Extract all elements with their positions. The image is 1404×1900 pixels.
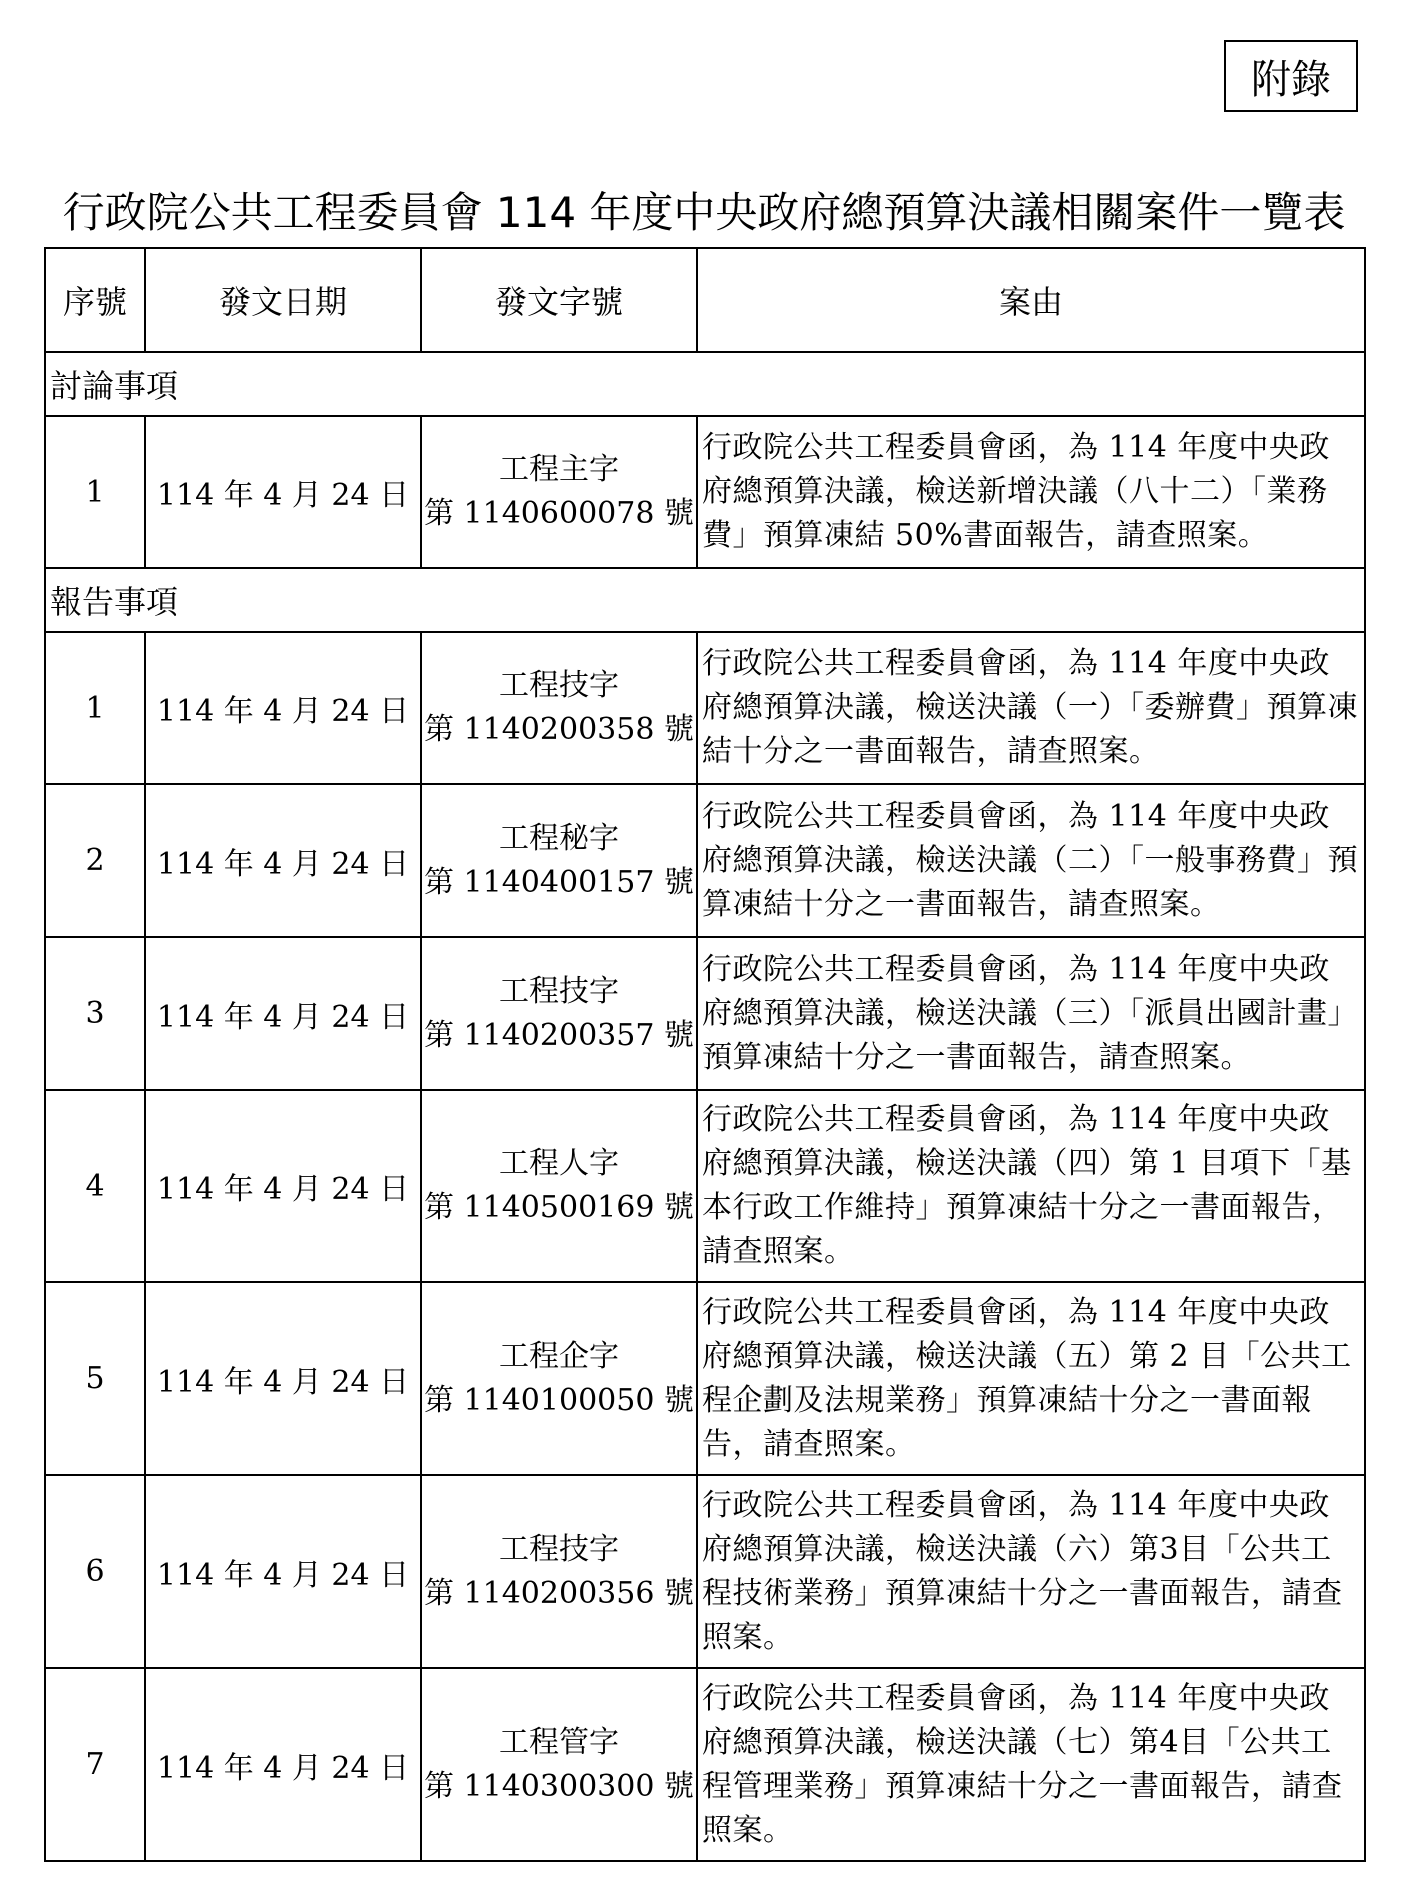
ref-number: 第 1140500169 號 [424, 1190, 694, 1225]
row-no: 3 [45, 937, 145, 1090]
ref-number: 第 1140600078 號 [424, 496, 694, 531]
ref-number: 第 1140400157 號 [424, 864, 694, 900]
row-ref [421, 1668, 697, 1861]
ref-number: 第 1140300300 號 [424, 1768, 694, 1804]
row-ref [421, 784, 697, 937]
row-date: 114 年 4 月 24 日 [145, 1090, 421, 1282]
row-ref [421, 1475, 697, 1668]
section-row-discussion [45, 352, 1365, 416]
row-subject: 行政院公共工程委員會函，為 114 年度中央政府總預算決議，檢送決議（七）第4目「公共工程管理業務」預算凍結十分之一書面報告，請查照案。 [697, 1668, 1365, 1861]
section-label: 報告事項 [45, 568, 1365, 632]
row-ref [421, 937, 697, 1090]
page-title: 行政院公共工程委員會 114 年度中央政府總預算決議相關案件一覽表 [62, 188, 1346, 237]
row-subject: 行政院公共工程委員會函，為 114 年度中央政府總預算決議，檢送決議（五）第 2 目「公共工程企劃及法規業務」預算凍結十分之一書面報告，請查照案。 [697, 1282, 1365, 1475]
row-ref [421, 416, 697, 568]
row-no: 1 [45, 632, 145, 784]
row-ref [421, 1090, 697, 1282]
row-subject: 行政院公共工程委員會函，為 114 年度中央政府總預算決議，檢送決議（二）「一般事務費」預算凍結十分之一書面報告，請查照案。 [697, 784, 1365, 937]
row-date: 114 年 4 月 24 日 [145, 1282, 421, 1475]
row-ref [421, 632, 697, 784]
table-row [45, 1668, 1365, 1861]
ref-number: 第 1140200358 號 [424, 712, 694, 747]
header-ref: 發文字號 [421, 248, 697, 352]
ref-prefix: 工程人字 [499, 1146, 619, 1181]
row-ref [421, 1282, 697, 1475]
ref-prefix: 工程企字 [499, 1338, 619, 1374]
row-date: 114 年 4 月 24 日 [145, 632, 421, 784]
row-date: 114 年 4 月 24 日 [145, 784, 421, 937]
row-no: 5 [45, 1282, 145, 1475]
row-no: 4 [45, 1090, 145, 1282]
row-subject: 行政院公共工程委員會函，為 114 年度中央政府總預算決議，檢送決議（六）第3目「公共工程技術業務」預算凍結十分之一書面報告，請查照案。 [697, 1475, 1365, 1668]
table-row [45, 416, 1365, 568]
row-date: 114 年 4 月 24 日 [145, 937, 421, 1090]
ref-number: 第 1140100050 號 [424, 1382, 694, 1418]
ref-prefix: 工程秘字 [499, 820, 619, 856]
ref-number: 第 1140200356 號 [424, 1575, 694, 1611]
ref-prefix: 工程技字 [499, 668, 619, 703]
row-no: 6 [45, 1475, 145, 1668]
row-subject: 行政院公共工程委員會函，為 114 年度中央政府總預算決議，檢送決議（三）「派員出國計畫」預算凍結十分之一書面報告，請查照案。 [697, 937, 1365, 1090]
row-subject: 行政院公共工程委員會函，為 114 年度中央政府總預算決議，檢送決議（四）第 1 目項下「基本行政工作維持」預算凍結十分之一書面報告，請查照案。 [697, 1090, 1365, 1282]
header-subject: 案由 [697, 248, 1365, 352]
table-row [45, 1475, 1365, 1668]
table-row [45, 937, 1365, 1090]
ref-prefix: 工程技字 [499, 1531, 619, 1567]
ref-prefix: 工程技字 [499, 973, 619, 1009]
section-row-report [45, 568, 1365, 632]
ref-prefix: 工程主字 [499, 452, 619, 487]
table-row [45, 1282, 1365, 1475]
table-row [45, 1090, 1365, 1282]
row-no: 2 [45, 784, 145, 937]
row-subject: 行政院公共工程委員會函，為 114 年度中央政府總預算決議，檢送新增決議（八十二）「業務費」預算凍結 50%書面報告，請查照案。 [697, 416, 1365, 568]
appendix-label: 附錄 [1224, 40, 1358, 112]
ref-prefix: 工程管字 [499, 1724, 619, 1760]
table-header-row [45, 248, 1365, 352]
header-date: 發文日期 [145, 248, 421, 352]
row-date: 114 年 4 月 24 日 [145, 416, 421, 568]
row-no: 7 [45, 1668, 145, 1861]
row-date: 114 年 4 月 24 日 [145, 1475, 421, 1668]
row-subject: 行政院公共工程委員會函，為 114 年度中央政府總預算決議，檢送決議（一）「委辦費」預算凍結十分之一書面報告，請查照案。 [697, 632, 1365, 784]
case-table [44, 247, 1366, 1862]
table-row [45, 784, 1365, 937]
table-row [45, 632, 1365, 784]
ref-number: 第 1140200357 號 [424, 1017, 694, 1053]
header-no: 序號 [45, 248, 145, 352]
section-label: 討論事項 [45, 352, 1365, 416]
row-no: 1 [45, 416, 145, 568]
row-date: 114 年 4 月 24 日 [145, 1668, 421, 1861]
